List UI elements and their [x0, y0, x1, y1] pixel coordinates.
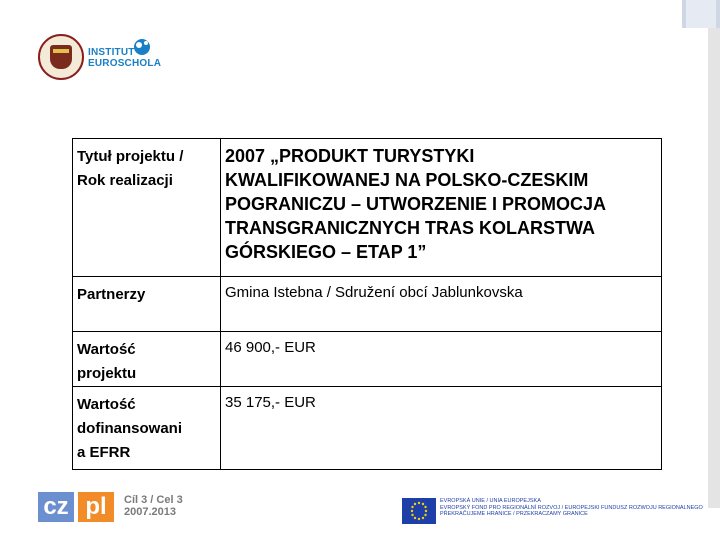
row-value-partners [221, 277, 662, 332]
eu-line: EVROPSKÝ FOND PRO REGIONÁLNÍ ROZVOJ / EUROPEJSKI FUNDUSZ ROZWOJU REGIONALNEGO [440, 504, 703, 511]
right-edge-decor-bar [708, 28, 720, 508]
value-line: 35 175,- EUR [225, 394, 316, 411]
row-value-project-value [221, 332, 662, 387]
value-line: TRANSGRANICZNYCH TRAS KOLARSTWA [225, 218, 595, 238]
project-info-table [72, 138, 662, 470]
eu-line: PŘEKRAČUJEME HRANICE / PRZEKRACZAMY GRANICE [440, 511, 588, 517]
municipality-seal-logo [38, 34, 84, 80]
label-line: a EFRR [77, 444, 131, 461]
value-line: GÓRSKIEGO – ETAP 1” [225, 242, 427, 262]
row-label-partners [73, 277, 221, 332]
row-label-efrr-value [73, 387, 221, 470]
cz-logo-box: cz [38, 492, 74, 522]
label-line: Partnerzy [77, 286, 146, 303]
eu-line: EVROPSKÁ UNIE / UNIA EUROPEJSKA [440, 498, 541, 504]
institut-euroschola-logo [88, 47, 161, 69]
label-line: Wartość [77, 396, 136, 413]
period-line: 2007.2013 [124, 506, 176, 518]
row-value-efrr-value [221, 387, 662, 470]
label-line: projektu [77, 365, 137, 382]
label-line: Tytuł projektu / [77, 148, 184, 165]
institut-text: INSTITUT [88, 47, 135, 58]
table-row [73, 332, 662, 387]
value-line: Gmina Istebna / Sdružení obcí Jablunkovska [225, 284, 523, 301]
top-right-decor-bar [682, 0, 720, 28]
row-label-project-value [73, 332, 221, 387]
label-line: Rok realizacji [77, 172, 173, 189]
value-line: 46 900,- EUR [225, 339, 316, 356]
table-row [73, 277, 662, 332]
label-line: Wartość [77, 341, 136, 358]
value-line: POGRANICZU – UTWORZENIE I PROMOCJA [225, 194, 607, 214]
pl-logo-box: pl [78, 492, 114, 522]
euroschola-text: EUROSCHOLA [88, 58, 162, 69]
row-value-title [221, 139, 662, 277]
cil-line: Cíl 3 / Cel 3 [124, 494, 183, 506]
label-line: dofinansowani [77, 420, 182, 437]
cz-pl-program-logo [38, 492, 114, 522]
program-period-text [124, 494, 183, 518]
row-label-title [73, 139, 221, 277]
eu-flag-icon [402, 498, 436, 524]
value-line: KWALIFIKOWANEJ NA POLSKO-CZESKIM [225, 170, 589, 190]
table-row [73, 139, 662, 277]
value-line: 2007 „PRODUKT TURYSTYKI [225, 146, 475, 166]
eu-fund-text [440, 498, 703, 518]
table-row [73, 387, 662, 470]
